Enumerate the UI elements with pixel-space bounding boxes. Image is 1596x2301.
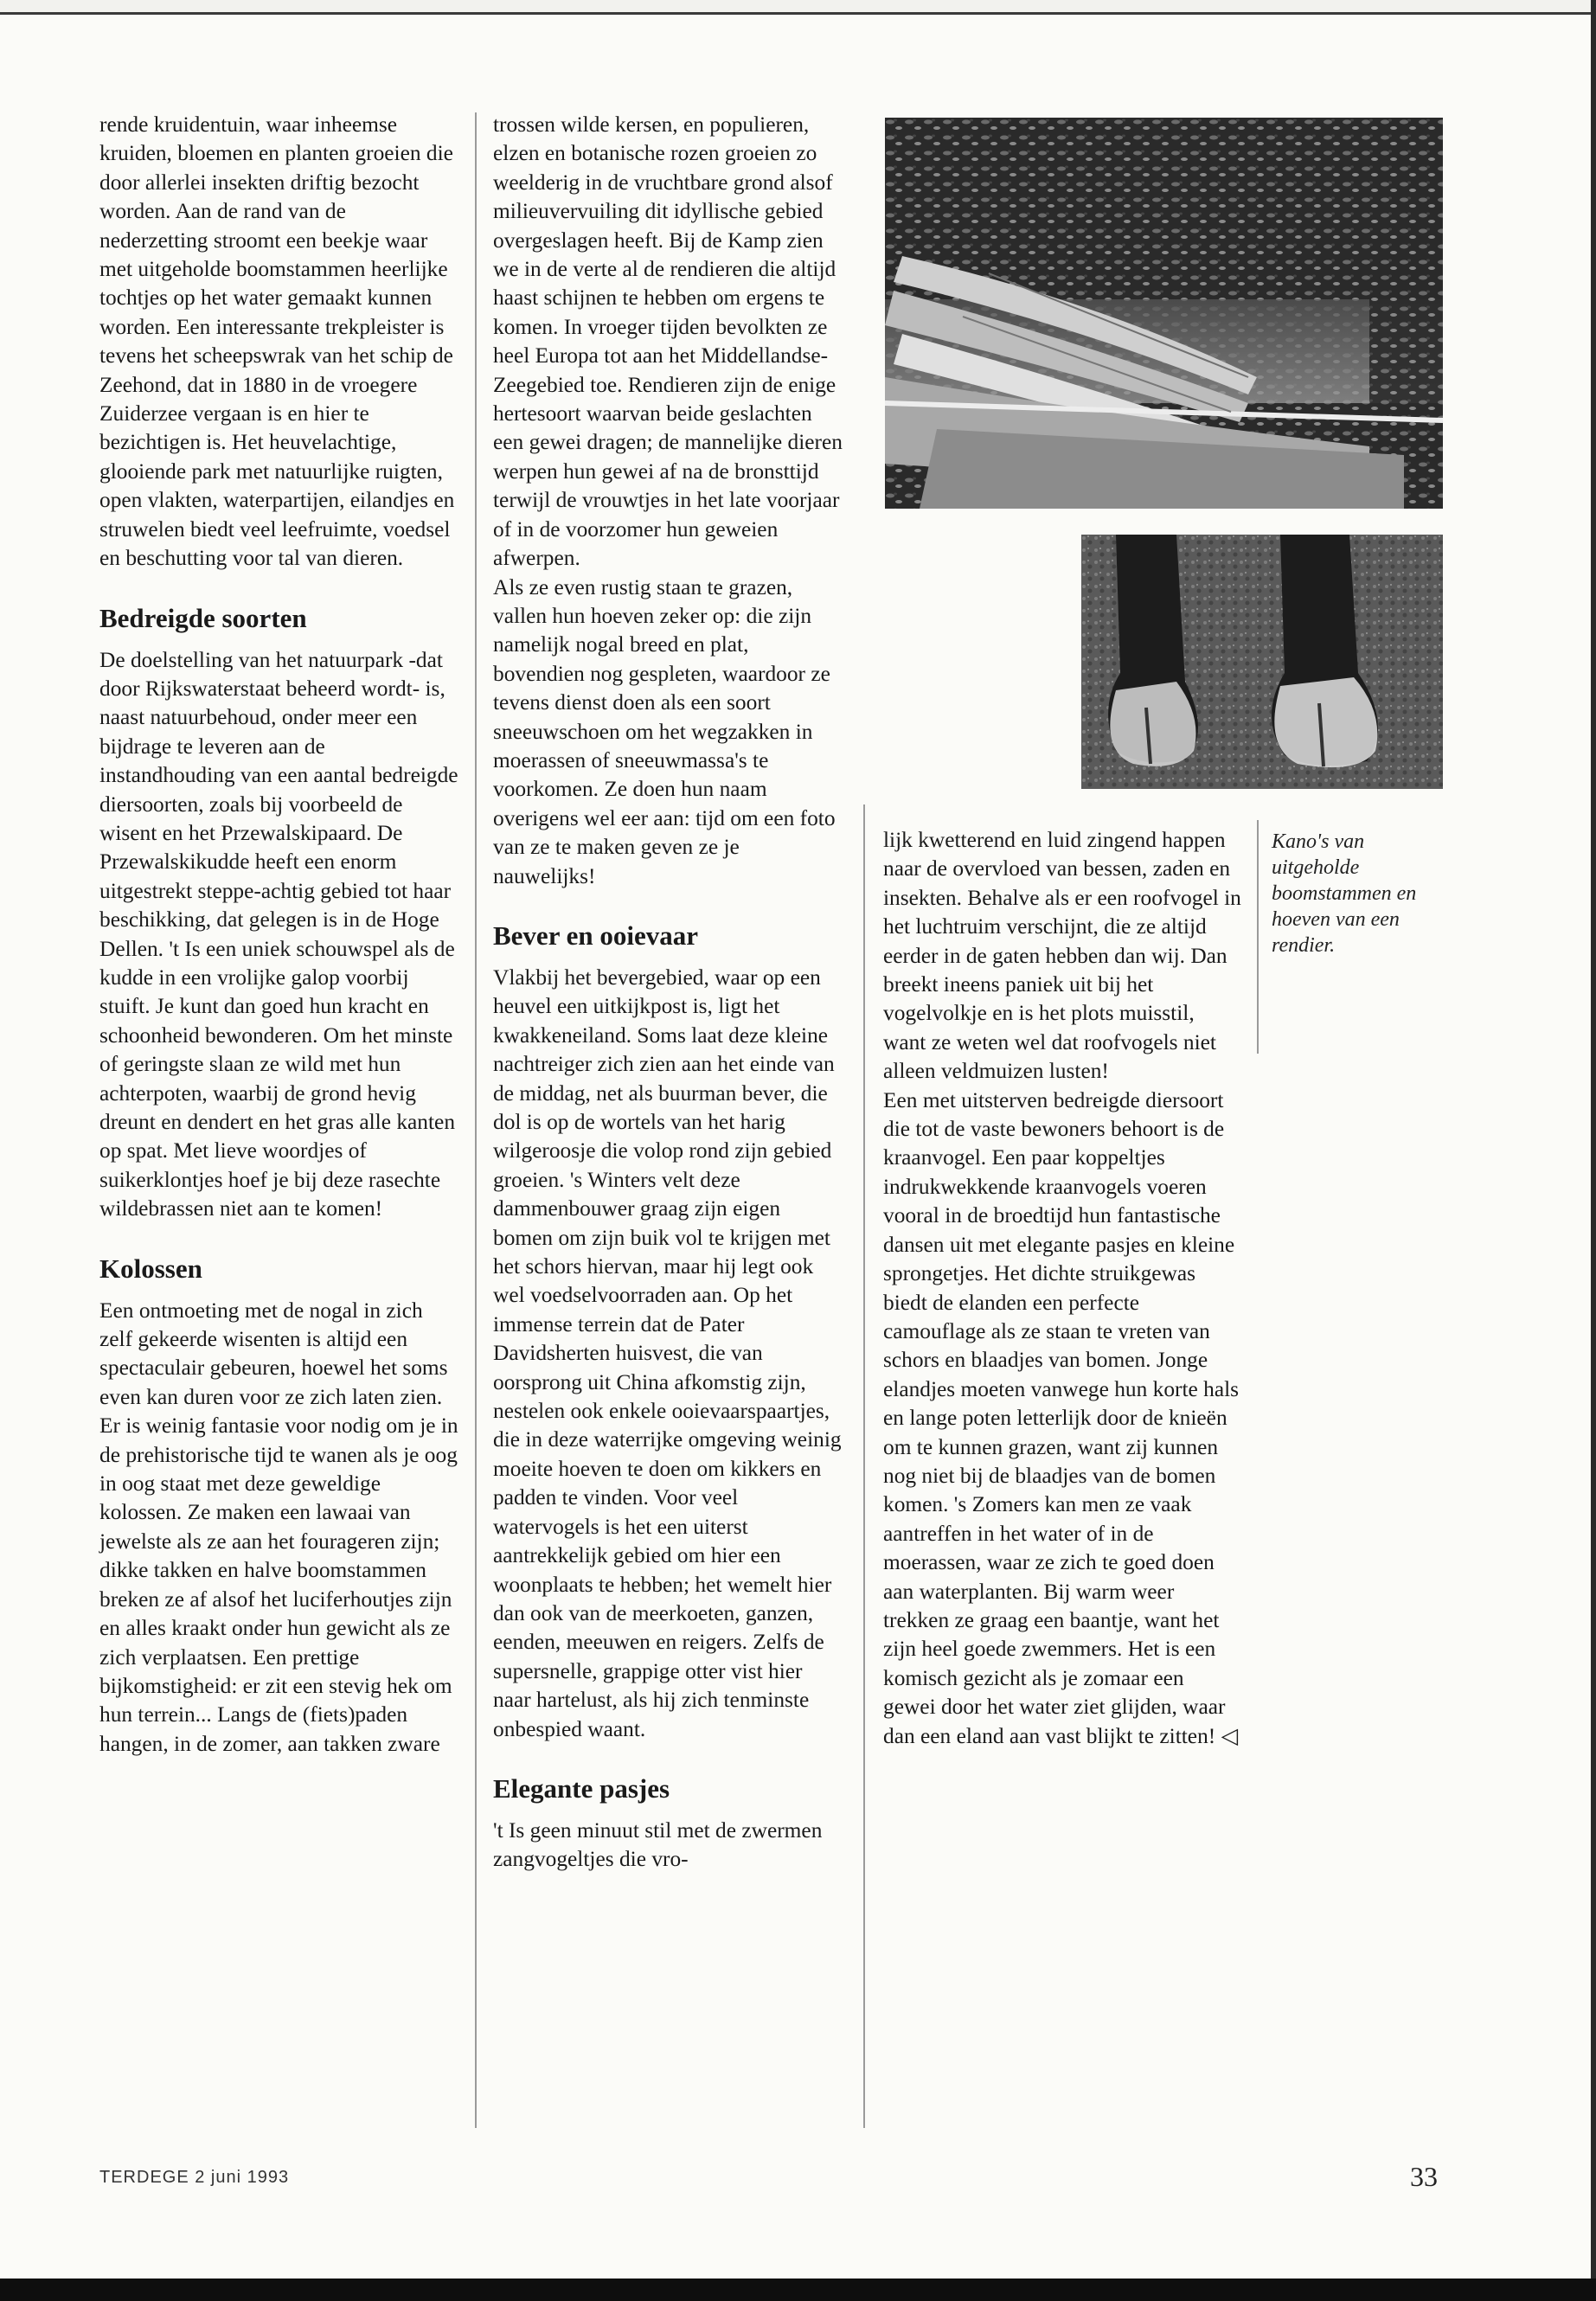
paragraph: De doelstelling van het natuurpark -dat door Rijkswaterstaat beheerd wordt- is, naast natuurbehoud, onder meer een bijdrage te leveren aan de instandhouding van een aantal bedreigde diersoorten, zoals bij voorbeeld de wisent en het Przewalskipaard. De Przewalskikudde heeft een enorm uitgestrekt steppe-achtig gebied tot haar beschikking, dat gelegen is in de Hoge Dellen. 't Is een uniek schouwspel als de kudde in een vrolijke galop voorbij stuift. Je kunt dan goed hun kracht en schoonheid bewonderen. Om het minste of geringste slaan ze wild met hun achterpoten, waarbij de grond hevig dreunt en dendert en het gras alle kanten op spat. Met lieve woordjes of suikerklontjes hoef je bij deze rasechte wildebrassen niet aan te komen! [99, 647, 458, 1221]
paragraph: rende kruidentuin, waar inheemse kruiden, bloemen en planten groeien die door allerlei insekten driftig bezocht worden. Aan de rand van de nederzetting stroomt een beekje waar met uitgeholde boomstammen heerlijke tochtjes op het water gemaakt kunnen worden. Een interessante trekpleister is tevens het scheepswrak van het schip de Zeehond, dat in 1880 in de vroegere Zuiderzee vergaan is en hier te bezichtigen is. Het heuvelachtige, glooiende park met natuurlijke ruigten, open vlakten, waterpartijen, eilandjes en struwelen biedt veel leefruimte, voedsel en beschutting voor tal van dieren. [99, 112, 455, 571]
page-number: 33 [1410, 2161, 1438, 2192]
article-column-3 [883, 826, 1241, 1751]
paragraph: Als ze even rustig staan te grazen, vallen hun hoeven zeker op: die zijn namelijk nogal breed en plat, bovendien nog gespleten, waardoor ze tevens dienst doen als een soort sneeuwschoen om het wegzakken in moerassen of sneeuwmassa's te voorkomen. Ze doen hun naam overigens wel eer aan: tijd om een foto van ze te maken geven ze je nauwelijks! [493, 574, 836, 888]
page-bottom-edge [0, 2279, 1596, 2301]
canoes-illustration [885, 118, 1443, 509]
section-heading: Kolossen [99, 1253, 202, 1284]
paragraph: Een ontmoeting met de nogal in zich zelf gekeerde wisenten is altijd een spectaculair gebeuren, hoewel het soms even kan duren voor ze zich laten zien. Er is weinig fantasie voor nodig om je in de prehistorische tijd te wanen als je oog in oog staat met deze geweldige kolossen. Ze maken een lawaai van jewelste als ze aan het fourageren zijn; dikke takken en halve boomstammen breken ze af alsof het luciferhoutjes zijn en alles kraakt onder hun gewicht als ze zich verplaatsen. Een prettige bijkomstigheid: er zit een stevig hek om hun terrein... Langs de (fiets)paden hangen, in de zomer, aan takken zware [99, 1298, 458, 1756]
page-top-edge [0, 0, 1596, 15]
paragraph: lijk kwetterend en luid zingend happen naar de overvloed van bessen, zaden en insekten. Behalve als er een roofvogel in het luchtruim verschijnt, die ze altijd eerder in de gaten hebben dan wij. Dan breekt ineens paniek uit bij het vogelvolkje en is het plots muisstil, want ze weten wel dat roofvogels niet alleen veldmuizen lusten! [883, 828, 1241, 1084]
section-heading: Bedreigde soorten [99, 602, 307, 633]
article-column-2 [493, 111, 844, 1875]
paragraph: trossen wilde kersen, en populieren, elzen en botanische rozen groeien zo weelderig in de vruchtbare grond alsof milieuvervuiling dit idyllische gebied overgeslagen heeft. Bij de Kamp zien we in de verte al de rendieren die altijd haast schijnen te hebben om ergens te komen. In vroeger tijden bevolkten ze heel Europa tot aan het Middellandse-Zeegebied toe. Rendieren zijn de enige hertesoort waarvan beide geslachten een gewei dragen; de mannelijke dieren werpen hun gewei af na de bronsttijd terwijl de vrouwtjes in het late voorjaar of in de voorzomer hun geweien afwerpen. [493, 112, 843, 571]
page-right-edge [1591, 0, 1596, 2301]
photo-caption: Kano's van uitgeholde boomstammen en hoeven van een rendier. [1272, 830, 1417, 957]
column-rule-2 [863, 804, 865, 2128]
paragraph: 't Is geen minuut stil met de zwermen zangvogeltjes die vro- [493, 1817, 823, 1872]
paragraph: Een met uitsterven bedreigde diersoort die tot de vaste bewoners behoort is de kraanvogel. Een paar koppeltjes indrukwekkende kraanvogels voeren vooral in de broedtijd hun fantastische dansen uit met elegante pasjes en kleine sprongetjes. Het dichte struikgewas biedt de elanden een perfecte camouflage als ze staan te vreten van schors en blaadjes van bomen. Jonge elandjes moeten vanwege hun korte hals en lange poten letterlijk door de knieën om te kunnen grazen, want zij kunnen nog niet bij de blaadjes van de bomen komen. 's Zomers kan men ze vaak aantreffen in het water of in de moerassen, waar ze zich te goed doen aan waterplanten. Bij warm weer trekken ze graag een baantje, want het zijn heel goede zwemmers. Het is een komisch gezicht als je zomaar een gewei door het water ziet glijden, waar dan een eland aan vast blijkt te zitten! ◁ [883, 1087, 1240, 1748]
section-heading: Bever en ooievaar [493, 920, 699, 951]
paragraph: Vlakbij het bevergebied, waar op een heuvel een uitkijkpost is, ligt het kwakkeneiland. Soms laat deze kleine nachtreiger zich zien aan het einde van de middag, net als buurman bever, die dol is op de wortels van het harig wilgeroosje die volop rond zijn gebied groeien. 's Winters velt deze dammenbouwer graag zijn eigen bomen om zijn buik vol te krijgen met het schors hiervan, maar hij legt ook wel voedselvoorraden aan. Op het immense terrein dat de Pater Davidsherten huisvest, die van oorsprong uit China afkomstig zijn, nestelen ook enkele ooievaarspaartjes, die in deze waterrijke omgeving weinig moeite hoeven te doen om kikkers en padden te vinden. Voor veel watervogels is het een uiterst aantrekkelijk gebied om hier een woonplaats te hebben; het wemelt hier dan ook van de meerkoeten, ganzen, eenden, meeuwen en reigers. Zelfs de supersnelle, grappige otter vist hier naar hartelust, als hij zich tenminste onbespied waant. [493, 965, 842, 1741]
article-column-1 [99, 111, 459, 1759]
hooves-illustration [1081, 535, 1443, 789]
photo-canoes [885, 118, 1443, 509]
photo-reindeer-hooves [1081, 535, 1443, 789]
footer-publication: TERDEGE 2 juni 1993 [99, 2168, 290, 2187]
column-rule-1 [475, 112, 477, 2128]
column-rule-3 [1257, 820, 1259, 1054]
section-heading: Elegante pasjes [493, 1772, 670, 1804]
